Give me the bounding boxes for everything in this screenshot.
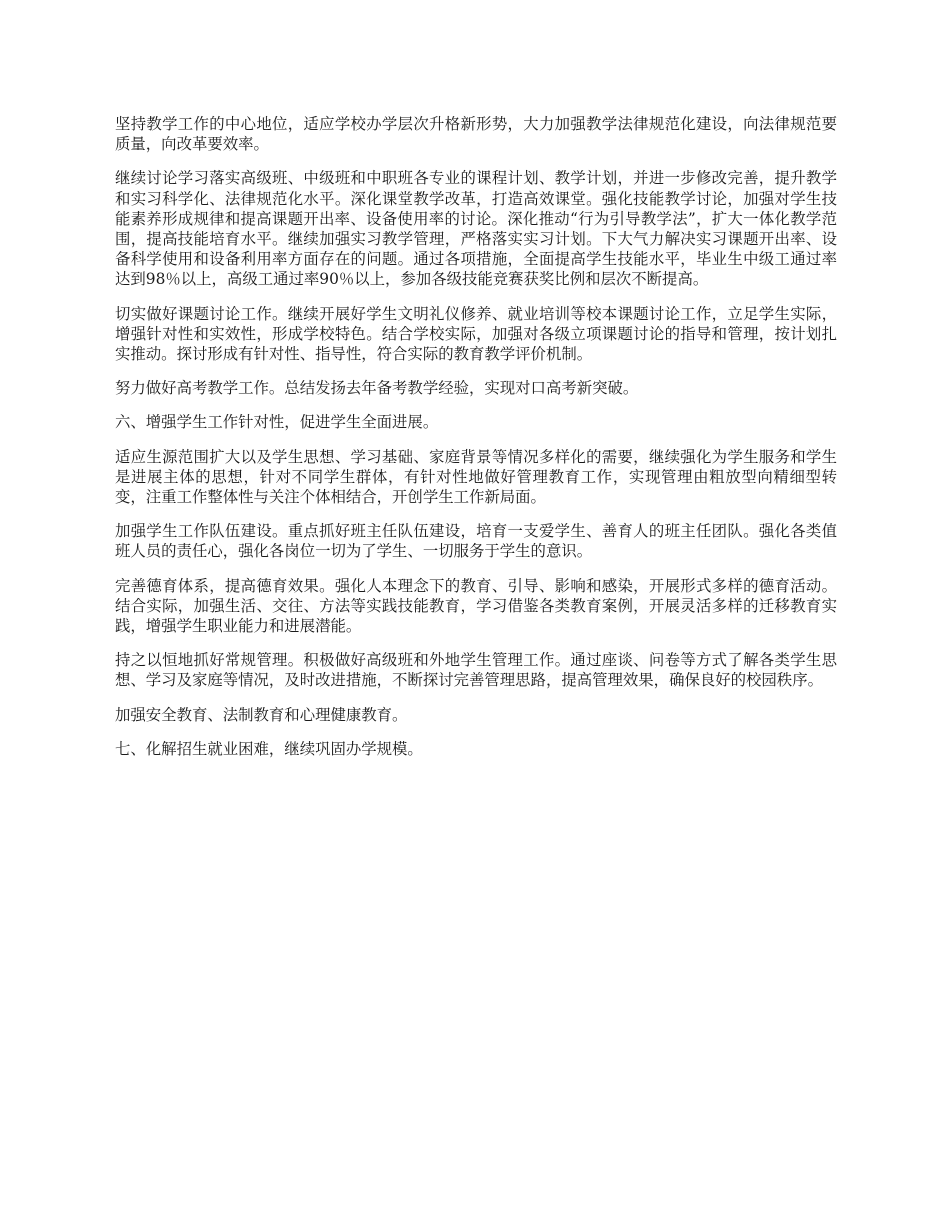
paragraph-teaching-center: 坚持教学工作的中心地位，适应学校办学层次升格新形势，大力加强教学法律规范化建设，向法律规范要质量，向改革要效率。 bbox=[115, 115, 837, 154]
paragraph-moral-education: 完善德育体系，提高德育效果。强化人本理念下的教育、引导、影响和感染，开展形式多样的德育活动。结合实际，加强生活、交往、方法等实践技能教育，学习借鉴各类教育案例，开展灵活多样的迁移教育实践，增强学生职业能力和进展潜能。 bbox=[115, 576, 837, 636]
section-heading-seven: 七、化解招生就业困难，继续巩固办学规模。 bbox=[115, 739, 423, 758]
paragraph-exam-teaching: 努力做好高考教学工作。总结发扬去年备考教学经验，实现对口高考新突破。 bbox=[115, 379, 639, 398]
paragraph-student-diversity: 适应生源范围扩大以及学生思想、学习基础、家庭背景等情况多样化的需要，继续强化为学生服务和学生是进展主体的思想，针对不同学生群体，有针对性地做好管理教育工作，实现管理由粗放型向精细型转变，注重工作整体性与关注个体相结合，开创学生工作新局面。 bbox=[115, 447, 837, 507]
paragraph-curriculum-plan: 继续讨论学习落实高级班、中级班和中职班各专业的课程计划、教学计划，并进一步修改完善，提升教学和实习科学化、法律规范化水平。深化课堂教学改革，打造高效课堂。强化技能教学讨论，加强对学生技能素养形成规律和提高课题开出率、设备使用率的讨论。深化推动“行为引导教学法”，扩大一体化教学范围，提高技能培育水平。继续加强实习教学管理，严格落实实习计划。下大气力解决实习课题开出率、设备科学使用和设备利用率方面存在的问题。通过各项措施，全面提高学生技能水平，毕业生中级工通过率达到98％以上，高级工通过率90％以上，参加各级技能竞赛获奖比例和层次不断提高。 bbox=[115, 169, 837, 289]
paragraph-safety-education: 加强安全教育、法制教育和心理健康教育。 bbox=[115, 705, 408, 724]
paragraph-research: 切实做好课题讨论工作。继续开展好学生文明礼仪修养、就业培训等校本课题讨论工作，立足学生实际，增强针对性和实效性，形成学校特色。结合学校实际，加强对各级立项课题讨论的指导和管理，按计划扎实推动。探讨形成有针对性、指导性，符合实际的教育教学评价机制。 bbox=[115, 304, 837, 364]
paragraph-student-team: 加强学生工作队伍建设。重点抓好班主任队伍建设，培育一支爱学生、善育人的班主任团队。强化各类值班人员的责任心，强化各岗位一切为了学生、一切服务于学生的意识。 bbox=[115, 522, 837, 561]
document-page bbox=[115, 114, 837, 773]
paragraph-routine-management: 持之以恒地抓好常规管理。积极做好高级班和外地学生管理工作。通过座谈、问卷等方式了解各类学生思想、学习及家庭等情况，及时改进措施，不断探讨完善管理思路，提高管理效果，确保良好的校园秩序。 bbox=[115, 651, 837, 690]
section-heading-six: 六、增强学生工作针对性，促进学生全面进展。 bbox=[115, 413, 439, 432]
